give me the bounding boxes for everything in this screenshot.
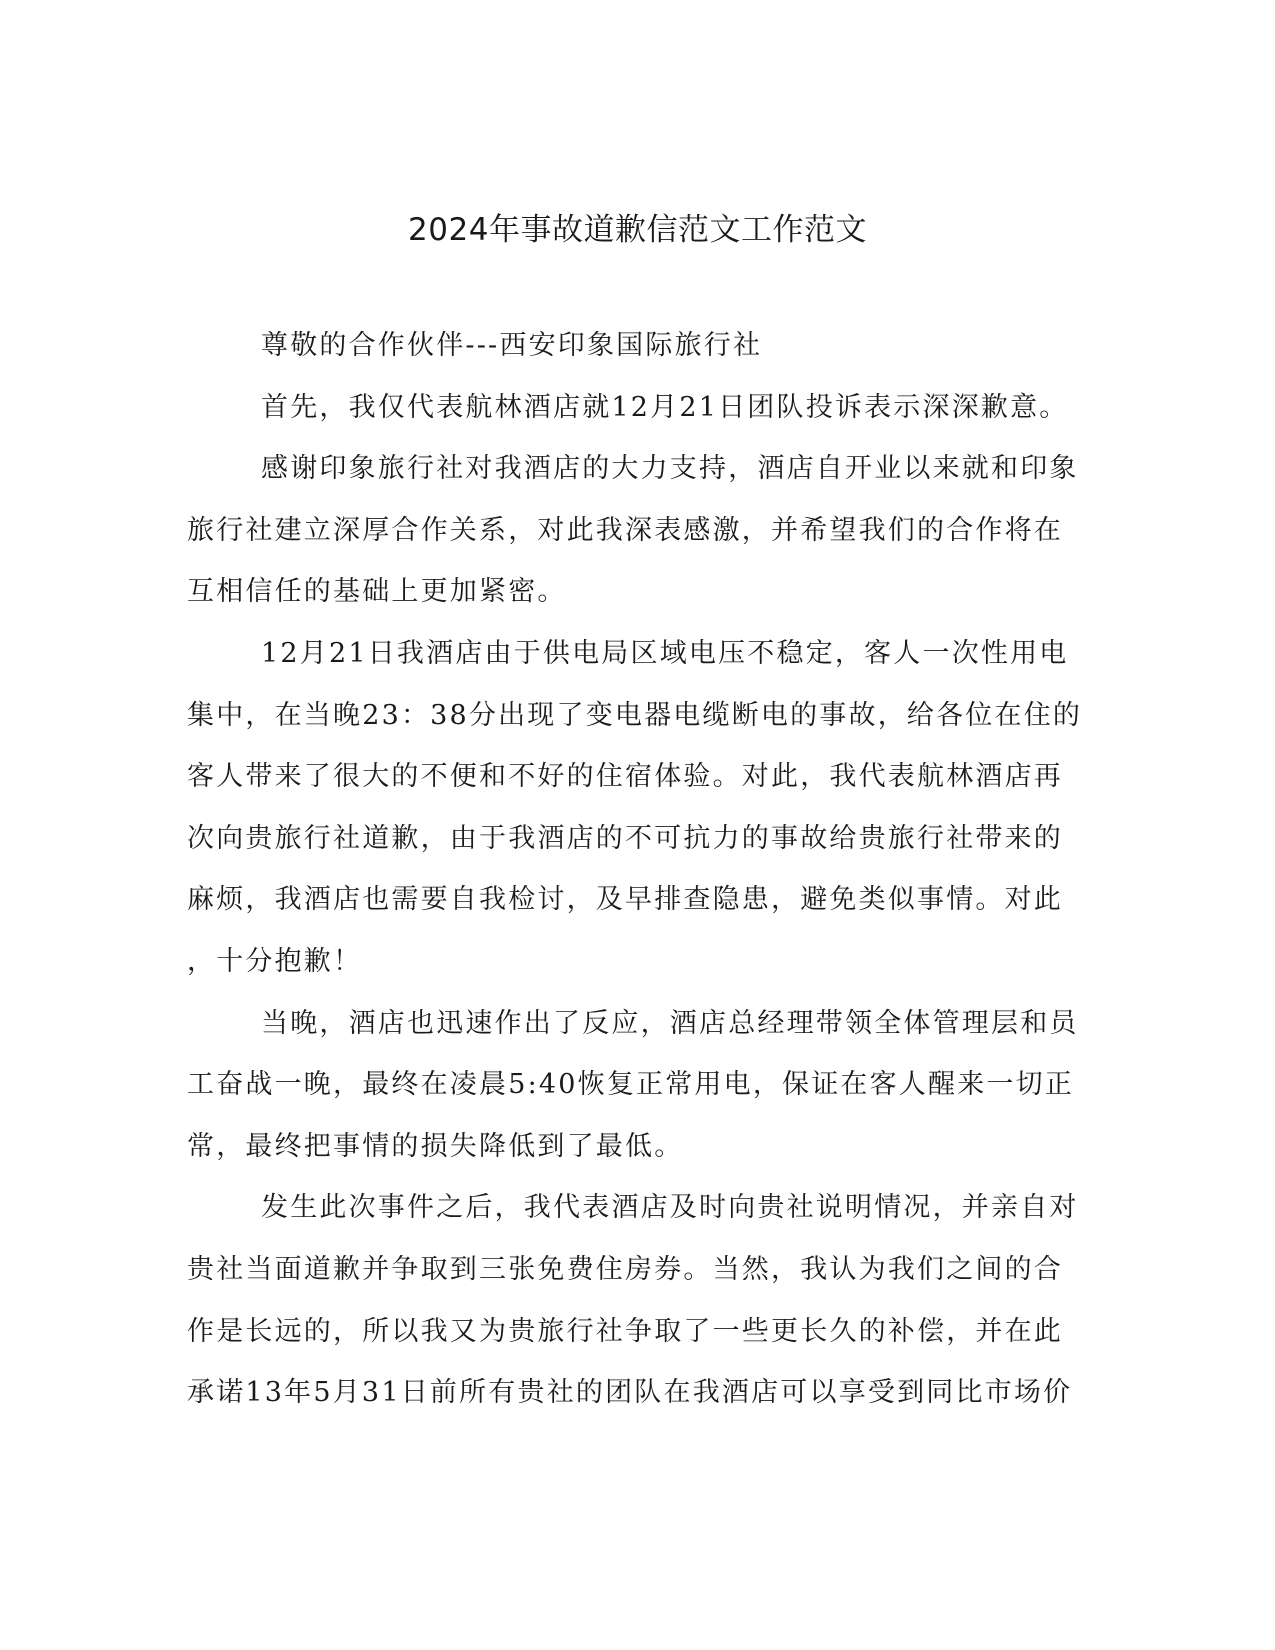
text-line: 客人带来了很大的不便和不好的住宿体验。对此，我代表航林酒店再 (187, 761, 1063, 793)
text-line: 工奋战一晚，最终在凌晨5:40恢复正常用电，保证在客人醒来一切正 (187, 1069, 1075, 1101)
text-line: 作是长远的，所以我又为贵旅行社争取了一些更长久的补偿，并在此 (187, 1315, 1063, 1347)
document-title: 2024年事故道歉信范文工作范文 (408, 212, 867, 248)
text-line: 旅行社建立深厚合作关系，对此我深表感激，并希望我们的合作将在 (187, 514, 1063, 546)
text-line: 首先，我仅代表航林酒店就12月21日团队投诉表示深深歉意。 (261, 391, 1069, 423)
text-line: 12月21日我酒店由于供电局区域电压不稳定，客人一次性用电 (261, 637, 1069, 669)
text-line: 承诺13年5月31日前所有贵社的团队在我酒店可以享受到同比市场价 (187, 1377, 1073, 1409)
text-line: 麻烦，我酒店也需要自我检讨，及早排查隐患，避免类似事情。对此 (187, 884, 1063, 916)
text-line: 贵社当面道歉并争取到三张免费住房券。当然，我认为我们之间的合 (187, 1253, 1063, 1285)
text-line: 发生此次事件之后，我代表酒店及时向贵社说明情况，并亲自对 (261, 1192, 1079, 1224)
text-line: 集中，在当晚23：38分出现了变电器电缆断电的事故，给各位在住的 (187, 699, 1083, 731)
text-line: 互相信任的基础上更加紧密。 (187, 576, 567, 608)
text-line: 感谢印象旅行社对我酒店的大力支持，酒店自开业以来就和印象 (261, 453, 1079, 485)
text-line: 次向贵旅行社道歉，由于我酒店的不可抗力的事故给贵旅行社带来的 (187, 822, 1063, 854)
text-line: ，十分抱歉！ (187, 945, 363, 977)
text-line: 尊敬的合作伙伴---西安印象国际旅行社 (261, 330, 763, 361)
text-line: 常，最终把事情的损失降低到了最低。 (187, 1130, 684, 1162)
text-line: 当晚，酒店也迅速作出了反应，酒店总经理带领全体管理层和员 (261, 1007, 1079, 1039)
letter-body (187, 326, 1087, 1435)
